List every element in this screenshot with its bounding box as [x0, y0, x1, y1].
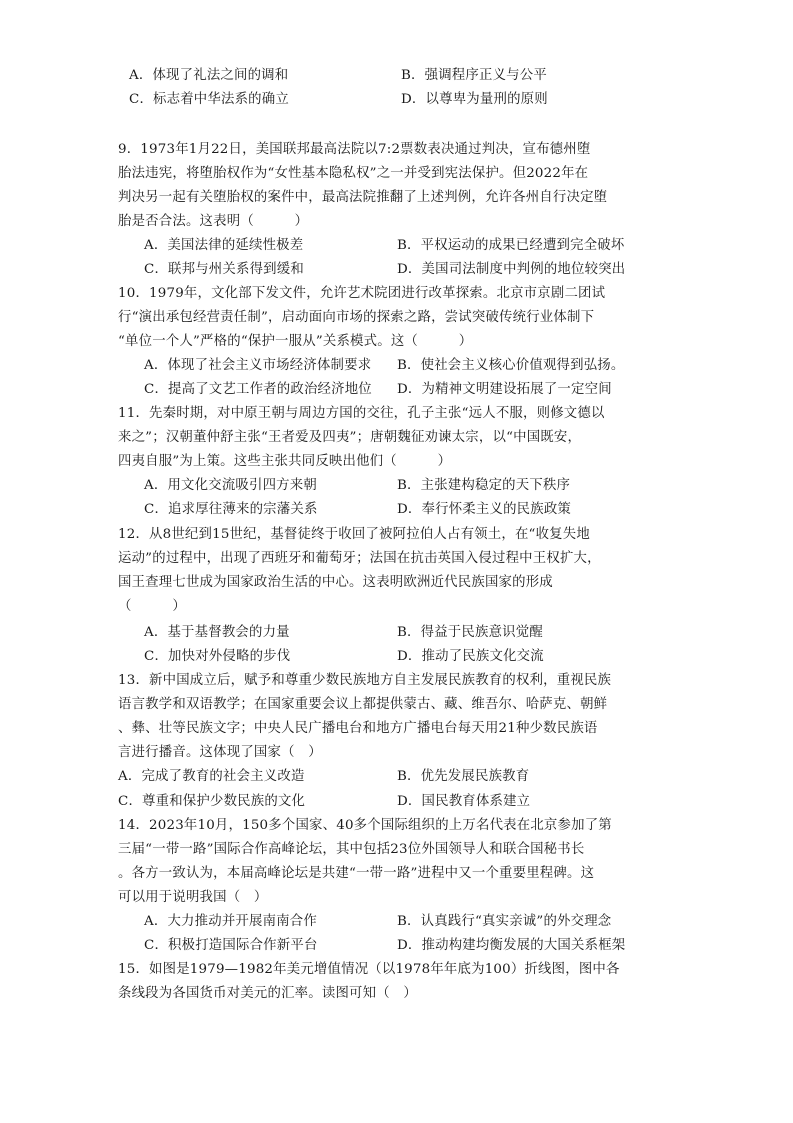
- q11-option-c: C．追求厚往薄来的宗藩关系: [144, 502, 318, 517]
- q8-option-c: C．标志着中华法系的确立: [129, 92, 289, 107]
- q9-stem-line: 胎是否合法。这表明（ ）: [118, 214, 309, 229]
- q13-stem-line: 语言教学和双语教学；在国家重要会议上都提供蒙古、藏、维吾尔、哈萨克、朝鲜: [118, 697, 608, 712]
- q9-stem-line: 胎法违宪，将堕胎权作为“女性基本隐私权”之一并受到宪法保护。但2022年在: [118, 166, 589, 181]
- q13-stem-line: 13．新中国成立后，赋予和尊重少数民族地方自主发展民族教育的权利，重视民族: [118, 673, 612, 688]
- q14-option-b: B．认真践行“真实亲诚”的外交理念: [397, 914, 612, 929]
- q14-stem-line: 三届“一带一路”国际合作高峰论坛，其中包括23位外国领导人和联合国秘书长: [118, 842, 585, 857]
- q14-option-a: A．大力推动并开展南南合作: [144, 914, 317, 929]
- q9-stem-line: 判决另一起有关堕胎权的案件中，最高法院推翻了上述判例，允许各州自行决定堕: [118, 190, 608, 205]
- q12-option-b: B．得益于民族意识觉醒: [397, 625, 543, 640]
- q12-stem-line: 12．从8世纪到15世纪，基督徒终于收回了被阿拉伯人占有领土，在“收复失地: [118, 527, 590, 542]
- q13-stem-line: 言进行播音。这体现了国家（ ）: [118, 745, 322, 760]
- q13-stem-line: 、彝、壮等民族文字；中央人民广播电台和地方广播电台每天用21种少数民族语: [118, 721, 598, 736]
- q13-option-d: D．国民教育体系建立: [397, 794, 531, 809]
- q10-option-d: D．为精神文明建设拓展了一定空间: [397, 382, 612, 397]
- q8-option-a: A．体现了礼法之间的调和: [129, 68, 289, 83]
- q10-option-a: A．体现了社会主义市场经济体制要求: [144, 358, 372, 373]
- q15-stem-line: 条线段为各国货币对美元的汇率。读图可知（ ）: [118, 986, 417, 1001]
- q12-option-c: C．加快对外侵略的步伐: [144, 649, 291, 664]
- q11-option-b: B．主张建构稳定的天下秩序: [397, 478, 571, 493]
- q10-stem-line: 行“演出承包经营责任制”，启动面向市场的探索之路，尝试突破传统行业体制下: [118, 310, 595, 325]
- q9-option-d: D．美国司法制度中判例的地位较突出: [397, 262, 626, 277]
- q14-option-c: C．积极打造国际合作新平台: [144, 938, 318, 953]
- q10-option-c: C．提高了文艺工作者的政治经济地位: [144, 382, 372, 397]
- q10-stem-line: “单位一个人”严格的“保护一服从”关系模式。这（ ）: [118, 334, 473, 349]
- q11-stem-line: 四夷自服”为上策。这些主张共同反映出他们（ ）: [118, 454, 452, 469]
- q12-option-d: D．推动了民族文化交流: [397, 649, 544, 664]
- q12-stem-line: 运动”的过程中，出现了西班牙和葡萄牙；法国在抗击英国入侵过程中王权扩大，: [118, 551, 601, 566]
- q14-stem-line: 。各方一致认为，本届高峰论坛是共建“一带一路”进程中又一个重要里程碑。这: [118, 866, 595, 881]
- q9-option-a: A．美国法律的延续性极差: [144, 238, 304, 253]
- q13-option-b: B．优先发展民族教育: [397, 769, 530, 784]
- q11-stem-line: 11．先秦时期，对中原王朝与周边方国的交往，孔子主张“远人不服，则修文德以: [118, 406, 605, 421]
- q11-stem-line: 来之”；汉朝董仲舒主张“王者爱及四夷”；唐朝魏征劝谏太宗，以“中国既安，: [118, 430, 582, 445]
- q10-option-b: B．使社会主义核心价值观得到弘扬。: [397, 358, 625, 373]
- q14-option-d: D．推动构建均衡发展的大国关系框架: [397, 938, 626, 953]
- q12-option-a: A．基于基督教会的力量: [144, 625, 290, 640]
- q14-stem-line: 可以用于说明我国（ ）: [118, 890, 268, 905]
- q15-stem-line: 15．如图是1979—1982年美元增值情况（以1978年年底为100）折线图，图中各: [118, 962, 620, 977]
- q8-option-d: D．以尊卑为量刑的原则: [401, 92, 548, 107]
- q10-stem-line: 10．1979年，文化部下发文件，允许艺术院团进行改革探索。北京市京剧二团试: [118, 286, 606, 301]
- q9-option-b: B．平权运动的成果已经遭到完全破坏: [397, 238, 625, 253]
- q12-stem-line: （ ）: [118, 599, 186, 614]
- q11-option-d: D．奉行怀柔主义的民族政策: [397, 502, 572, 517]
- q12-stem-line: 国王查理七世成为国家政治生活的中心。这表明欧洲近代民族国家的形成: [118, 575, 553, 590]
- q11-option-a: A．用文化交流吸引四方来朝: [144, 478, 317, 493]
- q8-option-b: B．强调程序正义与公平: [401, 68, 547, 83]
- q9-option-c: C．联邦与州关系得到缓和: [144, 262, 304, 277]
- q14-stem-line: 14．2023年10月，150多个国家、40多个国际组织的上万名代表在北京参加了第: [118, 818, 612, 833]
- q13-option-a: A．完成了教育的社会主义改造: [118, 769, 305, 784]
- q13-option-c: C．尊重和保护少数民族的文化: [118, 794, 306, 809]
- q9-stem-line: 9．1973年1月22日，美国联邦最高法院以7:2票数表决通过判决，宣布德州堕: [118, 142, 591, 157]
